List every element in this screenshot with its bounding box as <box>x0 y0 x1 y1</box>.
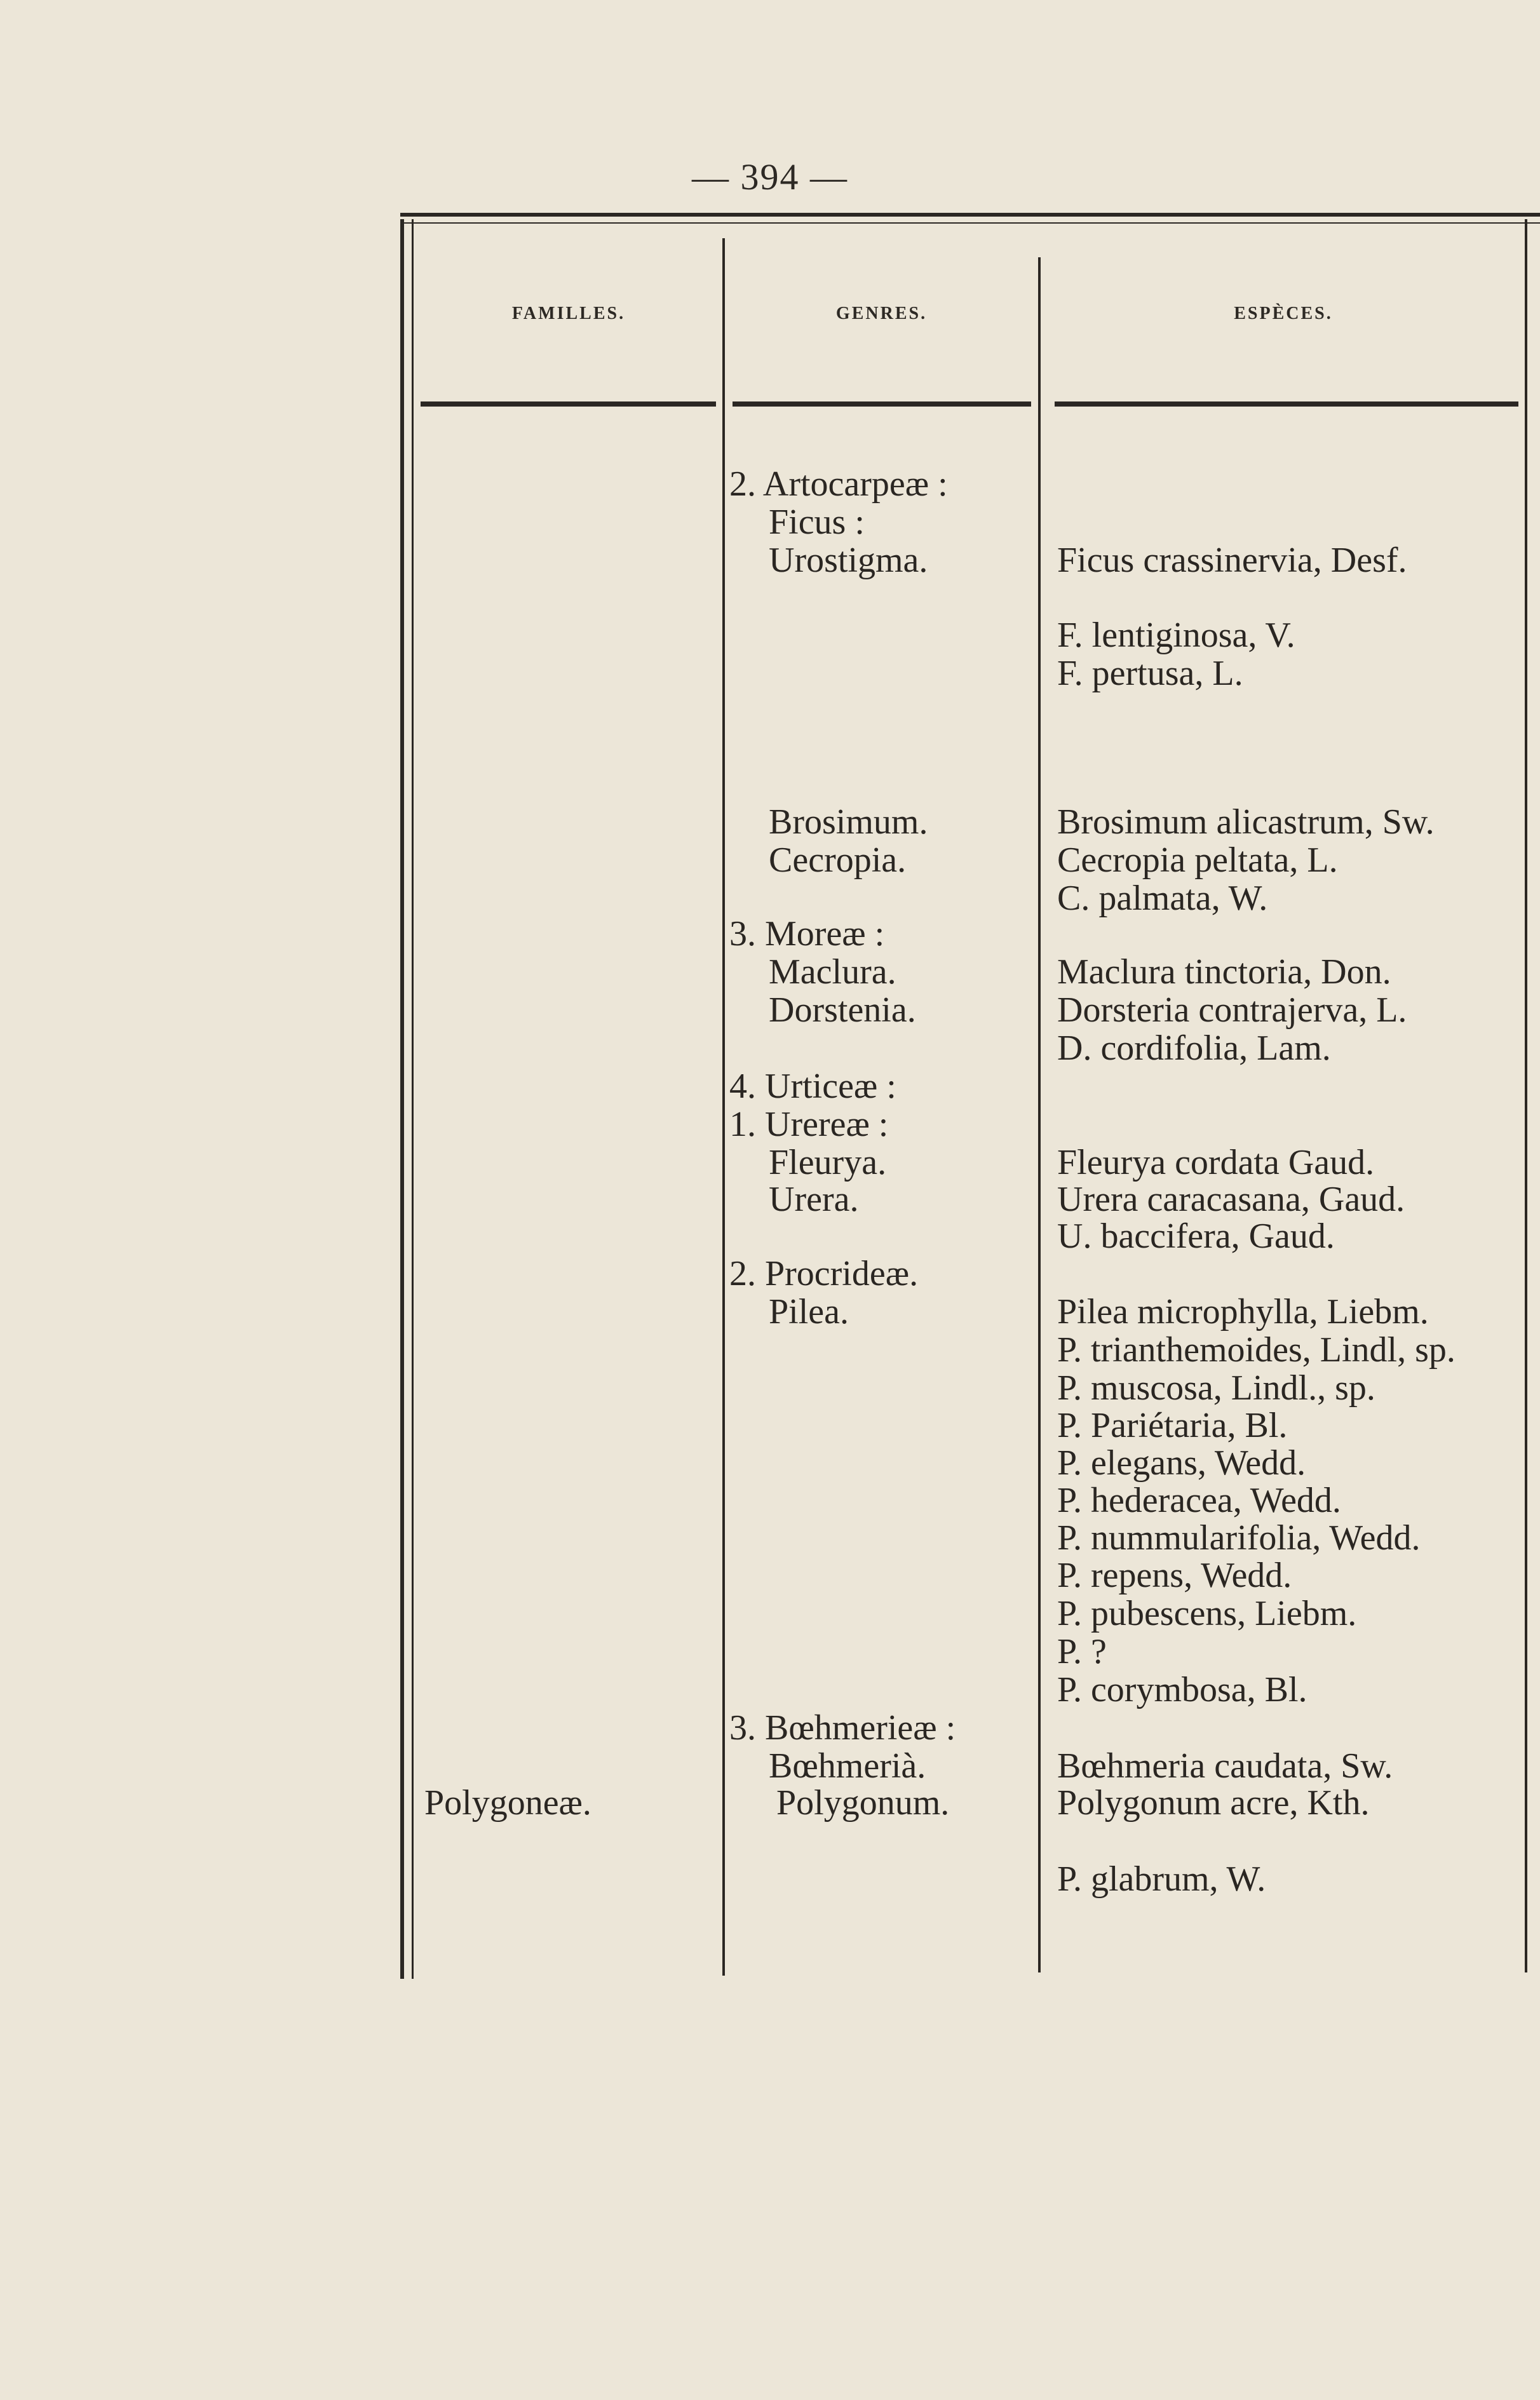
top-double-rule <box>400 213 1540 217</box>
genre-line: Urera. <box>769 1180 859 1219</box>
espece-line: Cecropia peltata, L. <box>1057 840 1338 880</box>
espece-line: Ficus crassinervia, Desf. <box>1057 541 1407 580</box>
genres-column-divider <box>722 238 725 1976</box>
espece-line: Maclura tinctoria, Don. <box>1057 952 1391 992</box>
header-familles: FAMILLES. <box>511 304 626 323</box>
espece-line: P. nummularifolia, Wedd. <box>1057 1518 1421 1558</box>
espece-line: P. repens, Wedd. <box>1057 1556 1292 1595</box>
espece-line: P. corymbosa, Bl. <box>1057 1670 1307 1709</box>
genre-line: Urostigma. <box>769 541 928 580</box>
genre-line: 2. Artocarpeæ : <box>729 464 948 504</box>
header-especes: ESPÈCES. <box>1234 304 1333 323</box>
genre-line: Ficus : <box>769 502 865 542</box>
espece-line: Fleurya cordata Gaud. <box>1057 1143 1375 1182</box>
header-genres: GENRES. <box>835 304 928 323</box>
genre-line: 4. Urticeæ : <box>729 1067 896 1106</box>
genre-line: 3. Bœhmerieæ : <box>729 1708 956 1748</box>
genres-header-rule <box>733 401 1031 407</box>
genre-line: Bœhmerià. <box>769 1746 926 1786</box>
espece-line: P. pubescens, Liebm. <box>1057 1594 1357 1633</box>
espece-line: P. hederacea, Wedd. <box>1057 1481 1341 1520</box>
familles-header-rule <box>421 401 716 407</box>
espece-line: Urera caracasana, Gaud. <box>1057 1180 1405 1219</box>
espece-line: P. ? <box>1057 1632 1107 1671</box>
page-number: — 394 — <box>692 156 848 198</box>
left-border-outer <box>400 219 404 1979</box>
left-border-inner <box>412 219 414 1979</box>
espece-line: P. trianthemoides, Lindl, sp. <box>1057 1330 1456 1370</box>
genre-line: 2. Procrideæ. <box>729 1254 919 1293</box>
espece-line: F. pertusa, L. <box>1057 654 1243 693</box>
espece-line: C. palmata, W. <box>1057 879 1268 918</box>
genre-line: Fleurya. <box>769 1143 887 1182</box>
genre-line: Maclura. <box>769 952 896 992</box>
espece-line: F. lentiginosa, V. <box>1057 616 1295 655</box>
genre-line: Polygonum. <box>776 1783 950 1823</box>
genre-line: 1. Urereæ : <box>729 1105 889 1144</box>
especes-header-rule <box>1055 401 1518 407</box>
espece-line: D. cordifolia, Lam. <box>1057 1028 1331 1068</box>
famille-polygoneae: Polygoneæ. <box>424 1783 591 1823</box>
espece-line: P. Pariétaria, Bl. <box>1057 1406 1288 1445</box>
genre-line: 3. Moreæ : <box>729 914 885 954</box>
espece-line: Pilea microphylla, Liebm. <box>1057 1292 1429 1331</box>
genre-line: Cecropia. <box>769 840 907 880</box>
espece-line: P. muscosa, Lindl., sp. <box>1057 1368 1375 1408</box>
espece-line: P. elegans, Wedd. <box>1057 1443 1306 1483</box>
genre-line: Brosimum. <box>769 802 928 842</box>
genre-line: Dorstenia. <box>769 990 916 1030</box>
espece-line: Bœhmeria caudata, Sw. <box>1057 1746 1393 1786</box>
especes-column-divider <box>1038 257 1041 1972</box>
espece-line: Dorsteria contrajerva, L. <box>1057 990 1407 1030</box>
espece-line: Polygonum acre, Kth. <box>1057 1783 1370 1823</box>
right-border <box>1525 219 1527 1972</box>
espece-line: Brosimum alicastrum, Sw. <box>1057 802 1435 842</box>
top-thin-rule <box>400 222 1540 224</box>
espece-line: U. baccifera, Gaud. <box>1057 1217 1335 1256</box>
espece-line: P. glabrum, W. <box>1057 1859 1266 1899</box>
genre-line: Pilea. <box>769 1292 849 1331</box>
